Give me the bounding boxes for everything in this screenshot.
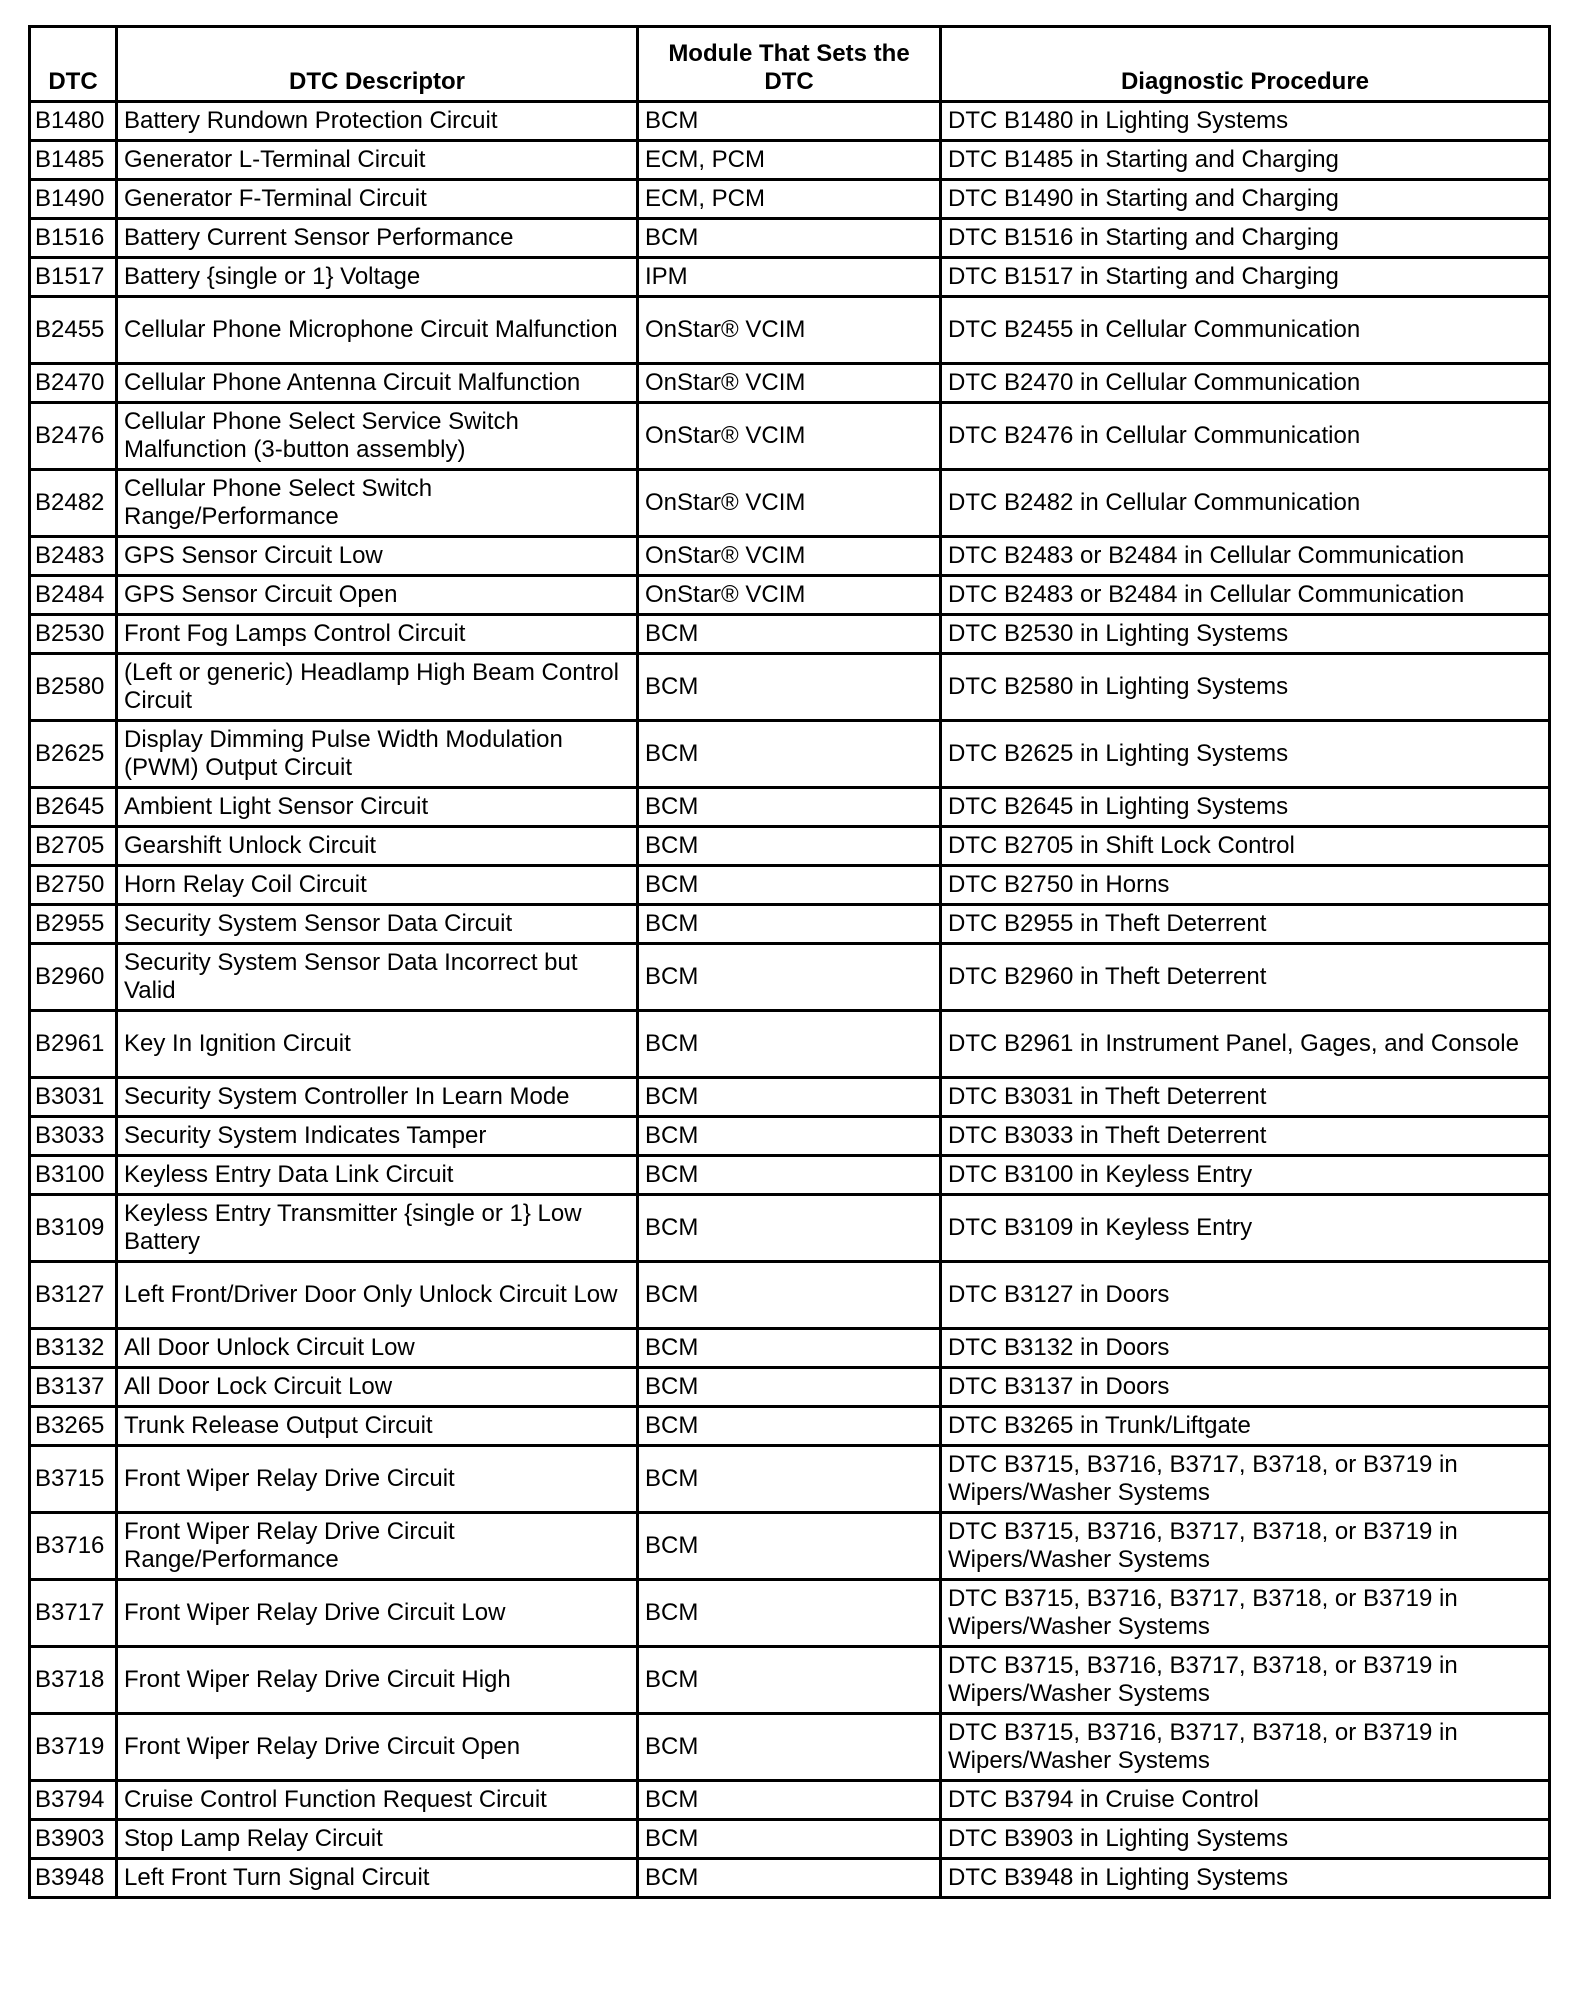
cell-dtc: B2483 xyxy=(30,537,117,576)
cell-module: ECM, PCM xyxy=(638,180,941,219)
cell-diagnostic-procedure: DTC B3794 in Cruise Control xyxy=(941,1781,1550,1820)
cell-dtc-descriptor: Stop Lamp Relay Circuit xyxy=(117,1820,638,1859)
cell-dtc: B3137 xyxy=(30,1368,117,1407)
table-row xyxy=(30,1262,1550,1329)
table-row xyxy=(30,1195,1550,1262)
cell-module: BCM xyxy=(638,944,941,1011)
cell-dtc-descriptor: All Door Lock Circuit Low xyxy=(117,1368,638,1407)
table-row xyxy=(30,721,1550,788)
cell-diagnostic-procedure: DTC B3265 in Trunk/Liftgate xyxy=(941,1407,1550,1446)
table-row xyxy=(30,1580,1550,1647)
cell-dtc: B2705 xyxy=(30,827,117,866)
cell-module: BCM xyxy=(638,721,941,788)
cell-dtc-descriptor: Front Wiper Relay Drive Circuit xyxy=(117,1446,638,1513)
cell-module: BCM xyxy=(638,1580,941,1647)
cell-dtc: B1490 xyxy=(30,180,117,219)
table-row xyxy=(30,537,1550,576)
cell-diagnostic-procedure: DTC B2470 in Cellular Communication xyxy=(941,364,1550,403)
cell-module: BCM xyxy=(638,1329,941,1368)
cell-diagnostic-procedure: DTC B2960 in Theft Deterrent xyxy=(941,944,1550,1011)
table-row xyxy=(30,219,1550,258)
cell-dtc: B2955 xyxy=(30,905,117,944)
cell-dtc: B2961 xyxy=(30,1011,117,1078)
cell-module: OnStar® VCIM xyxy=(638,403,941,470)
cell-diagnostic-procedure: DTC B3127 in Doors xyxy=(941,1262,1550,1329)
cell-diagnostic-procedure: DTC B1517 in Starting and Charging xyxy=(941,258,1550,297)
table-row xyxy=(30,1513,1550,1580)
cell-dtc: B2455 xyxy=(30,297,117,364)
cell-diagnostic-procedure: DTC B1490 in Starting and Charging xyxy=(941,180,1550,219)
cell-module: BCM xyxy=(638,1117,941,1156)
cell-dtc: B1485 xyxy=(30,141,117,180)
cell-dtc-descriptor: Display Dimming Pulse Width Modulation (PWM) Output Circuit xyxy=(117,721,638,788)
cell-dtc-descriptor: Front Wiper Relay Drive Circuit Range/Performance xyxy=(117,1513,638,1580)
cell-dtc: B1516 xyxy=(30,219,117,258)
cell-module: OnStar® VCIM xyxy=(638,364,941,403)
cell-dtc-descriptor: Security System Controller In Learn Mode xyxy=(117,1078,638,1117)
table-row xyxy=(30,1368,1550,1407)
table-row xyxy=(30,1329,1550,1368)
cell-module: BCM xyxy=(638,1513,941,1580)
cell-diagnostic-procedure: DTC B1480 in Lighting Systems xyxy=(941,102,1550,141)
cell-module: OnStar® VCIM xyxy=(638,297,941,364)
cell-module: BCM xyxy=(638,1820,941,1859)
cell-module: BCM xyxy=(638,1647,941,1714)
cell-dtc-descriptor: Keyless Entry Transmitter {single or 1} Low Battery xyxy=(117,1195,638,1262)
cell-dtc-descriptor: Front Wiper Relay Drive Circuit Low xyxy=(117,1580,638,1647)
cell-diagnostic-procedure: DTC B2483 or B2484 in Cellular Communication xyxy=(941,576,1550,615)
cell-diagnostic-procedure: DTC B2476 in Cellular Communication xyxy=(941,403,1550,470)
table-header-row xyxy=(30,27,1550,102)
cell-dtc: B2476 xyxy=(30,403,117,470)
cell-module: BCM xyxy=(638,1407,941,1446)
cell-dtc-descriptor: Cellular Phone Microphone Circuit Malfunction xyxy=(117,297,638,364)
table-row xyxy=(30,1446,1550,1513)
cell-diagnostic-procedure: DTC B3031 in Theft Deterrent xyxy=(941,1078,1550,1117)
cell-diagnostic-procedure: DTC B3715, B3716, B3717, B3718, or B3719 in Wipers/Washer Systems xyxy=(941,1446,1550,1513)
cell-diagnostic-procedure: DTC B3948 in Lighting Systems xyxy=(941,1859,1550,1898)
cell-dtc: B3100 xyxy=(30,1156,117,1195)
cell-dtc: B2645 xyxy=(30,788,117,827)
cell-diagnostic-procedure: DTC B2580 in Lighting Systems xyxy=(941,654,1550,721)
cell-dtc: B3265 xyxy=(30,1407,117,1446)
cell-module: BCM xyxy=(638,1156,941,1195)
cell-diagnostic-procedure: DTC B2645 in Lighting Systems xyxy=(941,788,1550,827)
cell-module: BCM xyxy=(638,1078,941,1117)
cell-dtc-descriptor: Security System Sensor Data Circuit xyxy=(117,905,638,944)
cell-diagnostic-procedure: DTC B3715, B3716, B3717, B3718, or B3719 in Wipers/Washer Systems xyxy=(941,1714,1550,1781)
table-row xyxy=(30,297,1550,364)
header-dtc: DTC xyxy=(30,27,117,102)
cell-dtc-descriptor: Cellular Phone Select Service Switch Malfunction (3-button assembly) xyxy=(117,403,638,470)
cell-dtc-descriptor: Keyless Entry Data Link Circuit xyxy=(117,1156,638,1195)
cell-dtc: B1480 xyxy=(30,102,117,141)
cell-dtc: B1517 xyxy=(30,258,117,297)
table-row xyxy=(30,1011,1550,1078)
cell-dtc: B3794 xyxy=(30,1781,117,1820)
cell-dtc: B3719 xyxy=(30,1714,117,1781)
cell-module: BCM xyxy=(638,102,941,141)
cell-dtc-descriptor: Battery Current Sensor Performance xyxy=(117,219,638,258)
cell-dtc: B3717 xyxy=(30,1580,117,1647)
cell-dtc-descriptor: GPS Sensor Circuit Low xyxy=(117,537,638,576)
table-row xyxy=(30,654,1550,721)
cell-dtc: B3132 xyxy=(30,1329,117,1368)
table-row xyxy=(30,258,1550,297)
cell-module: IPM xyxy=(638,258,941,297)
table-row xyxy=(30,141,1550,180)
table-row xyxy=(30,827,1550,866)
cell-dtc-descriptor: All Door Unlock Circuit Low xyxy=(117,1329,638,1368)
cell-dtc: B2625 xyxy=(30,721,117,788)
cell-dtc: B2530 xyxy=(30,615,117,654)
cell-diagnostic-procedure: DTC B3033 in Theft Deterrent xyxy=(941,1117,1550,1156)
cell-module: BCM xyxy=(638,788,941,827)
header-dtc-descriptor: DTC Descriptor xyxy=(117,27,638,102)
table-body xyxy=(30,102,1550,1898)
cell-dtc-descriptor: Security System Sensor Data Incorrect but Valid xyxy=(117,944,638,1011)
cell-dtc-descriptor: Horn Relay Coil Circuit xyxy=(117,866,638,905)
cell-dtc-descriptor: Left Front Turn Signal Circuit xyxy=(117,1859,638,1898)
cell-diagnostic-procedure: DTC B2750 in Horns xyxy=(941,866,1550,905)
cell-dtc-descriptor: Generator F-Terminal Circuit xyxy=(117,180,638,219)
cell-dtc-descriptor: Gearshift Unlock Circuit xyxy=(117,827,638,866)
cell-diagnostic-procedure: DTC B2961 in Instrument Panel, Gages, and Console xyxy=(941,1011,1550,1078)
cell-diagnostic-procedure: DTC B3715, B3716, B3717, B3718, or B3719 in Wipers/Washer Systems xyxy=(941,1513,1550,1580)
cell-dtc-descriptor: Generator L-Terminal Circuit xyxy=(117,141,638,180)
cell-dtc: B2750 xyxy=(30,866,117,905)
cell-module: BCM xyxy=(638,1011,941,1078)
cell-dtc: B2580 xyxy=(30,654,117,721)
cell-module: BCM xyxy=(638,1195,941,1262)
cell-dtc: B2482 xyxy=(30,470,117,537)
cell-dtc-descriptor: Front Wiper Relay Drive Circuit Open xyxy=(117,1714,638,1781)
header-diagnostic-procedure: Diagnostic Procedure xyxy=(941,27,1550,102)
table-row xyxy=(30,364,1550,403)
table-row xyxy=(30,1781,1550,1820)
table-row xyxy=(30,1078,1550,1117)
cell-module: OnStar® VCIM xyxy=(638,576,941,615)
dtc-table xyxy=(28,25,1551,1899)
cell-dtc: B3903 xyxy=(30,1820,117,1859)
cell-module: BCM xyxy=(638,1446,941,1513)
table-row xyxy=(30,102,1550,141)
cell-dtc-descriptor: Front Fog Lamps Control Circuit xyxy=(117,615,638,654)
cell-dtc-descriptor: Ambient Light Sensor Circuit xyxy=(117,788,638,827)
cell-dtc-descriptor: Security System Indicates Tamper xyxy=(117,1117,638,1156)
cell-diagnostic-procedure: DTC B3137 in Doors xyxy=(941,1368,1550,1407)
table-row xyxy=(30,576,1550,615)
table-row xyxy=(30,866,1550,905)
table-row xyxy=(30,905,1550,944)
cell-module: OnStar® VCIM xyxy=(638,537,941,576)
cell-dtc: B3033 xyxy=(30,1117,117,1156)
cell-diagnostic-procedure: DTC B2483 or B2484 in Cellular Communication xyxy=(941,537,1550,576)
cell-module: BCM xyxy=(638,1262,941,1329)
cell-module: BCM xyxy=(638,1781,941,1820)
cell-diagnostic-procedure: DTC B3903 in Lighting Systems xyxy=(941,1820,1550,1859)
table-row xyxy=(30,615,1550,654)
table-row xyxy=(30,788,1550,827)
cell-dtc-descriptor: Left Front/Driver Door Only Unlock Circuit Low xyxy=(117,1262,638,1329)
header-module: Module That Sets the DTC xyxy=(638,27,941,102)
cell-dtc-descriptor: (Left or generic) Headlamp High Beam Control Circuit xyxy=(117,654,638,721)
cell-module: BCM xyxy=(638,1368,941,1407)
cell-dtc-descriptor: GPS Sensor Circuit Open xyxy=(117,576,638,615)
table-row xyxy=(30,1647,1550,1714)
cell-dtc: B3718 xyxy=(30,1647,117,1714)
table-row xyxy=(30,1714,1550,1781)
table-row xyxy=(30,470,1550,537)
table-row xyxy=(30,1407,1550,1446)
cell-dtc-descriptor: Key In Ignition Circuit xyxy=(117,1011,638,1078)
cell-dtc: B3948 xyxy=(30,1859,117,1898)
cell-dtc-descriptor: Cellular Phone Antenna Circuit Malfunction xyxy=(117,364,638,403)
cell-diagnostic-procedure: DTC B3132 in Doors xyxy=(941,1329,1550,1368)
cell-diagnostic-procedure: DTC B3100 in Keyless Entry xyxy=(941,1156,1550,1195)
table-row xyxy=(30,1859,1550,1898)
cell-diagnostic-procedure: DTC B3109 in Keyless Entry xyxy=(941,1195,1550,1262)
table-row xyxy=(30,1156,1550,1195)
table-row xyxy=(30,180,1550,219)
cell-diagnostic-procedure: DTC B2955 in Theft Deterrent xyxy=(941,905,1550,944)
cell-dtc-descriptor: Trunk Release Output Circuit xyxy=(117,1407,638,1446)
cell-module: BCM xyxy=(638,905,941,944)
cell-dtc-descriptor: Cruise Control Function Request Circuit xyxy=(117,1781,638,1820)
cell-dtc: B3031 xyxy=(30,1078,117,1117)
cell-module: BCM xyxy=(638,219,941,258)
table-row xyxy=(30,1117,1550,1156)
cell-dtc: B3127 xyxy=(30,1262,117,1329)
cell-module: BCM xyxy=(638,654,941,721)
cell-dtc: B3716 xyxy=(30,1513,117,1580)
cell-dtc: B3715 xyxy=(30,1446,117,1513)
cell-module: BCM xyxy=(638,615,941,654)
cell-dtc-descriptor: Cellular Phone Select Switch Range/Performance xyxy=(117,470,638,537)
cell-diagnostic-procedure: DTC B3715, B3716, B3717, B3718, or B3719 in Wipers/Washer Systems xyxy=(941,1647,1550,1714)
cell-module: BCM xyxy=(638,1714,941,1781)
cell-module: OnStar® VCIM xyxy=(638,470,941,537)
cell-module: ECM, PCM xyxy=(638,141,941,180)
cell-dtc: B3109 xyxy=(30,1195,117,1262)
cell-diagnostic-procedure: DTC B2455 in Cellular Communication xyxy=(941,297,1550,364)
cell-module: BCM xyxy=(638,827,941,866)
cell-diagnostic-procedure: DTC B3715, B3716, B3717, B3718, or B3719 in Wipers/Washer Systems xyxy=(941,1580,1550,1647)
cell-dtc-descriptor: Battery Rundown Protection Circuit xyxy=(117,102,638,141)
cell-dtc-descriptor: Front Wiper Relay Drive Circuit High xyxy=(117,1647,638,1714)
table-row xyxy=(30,944,1550,1011)
table-row xyxy=(30,1820,1550,1859)
cell-diagnostic-procedure: DTC B2482 in Cellular Communication xyxy=(941,470,1550,537)
cell-diagnostic-procedure: DTC B1516 in Starting and Charging xyxy=(941,219,1550,258)
cell-dtc-descriptor: Battery {single or 1} Voltage xyxy=(117,258,638,297)
cell-diagnostic-procedure: DTC B1485 in Starting and Charging xyxy=(941,141,1550,180)
table-row xyxy=(30,403,1550,470)
cell-dtc: B2470 xyxy=(30,364,117,403)
cell-diagnostic-procedure: DTC B2705 in Shift Lock Control xyxy=(941,827,1550,866)
cell-diagnostic-procedure: DTC B2530 in Lighting Systems xyxy=(941,615,1550,654)
cell-diagnostic-procedure: DTC B2625 in Lighting Systems xyxy=(941,721,1550,788)
cell-dtc: B2960 xyxy=(30,944,117,1011)
cell-module: BCM xyxy=(638,866,941,905)
cell-dtc: B2484 xyxy=(30,576,117,615)
cell-module: BCM xyxy=(638,1859,941,1898)
